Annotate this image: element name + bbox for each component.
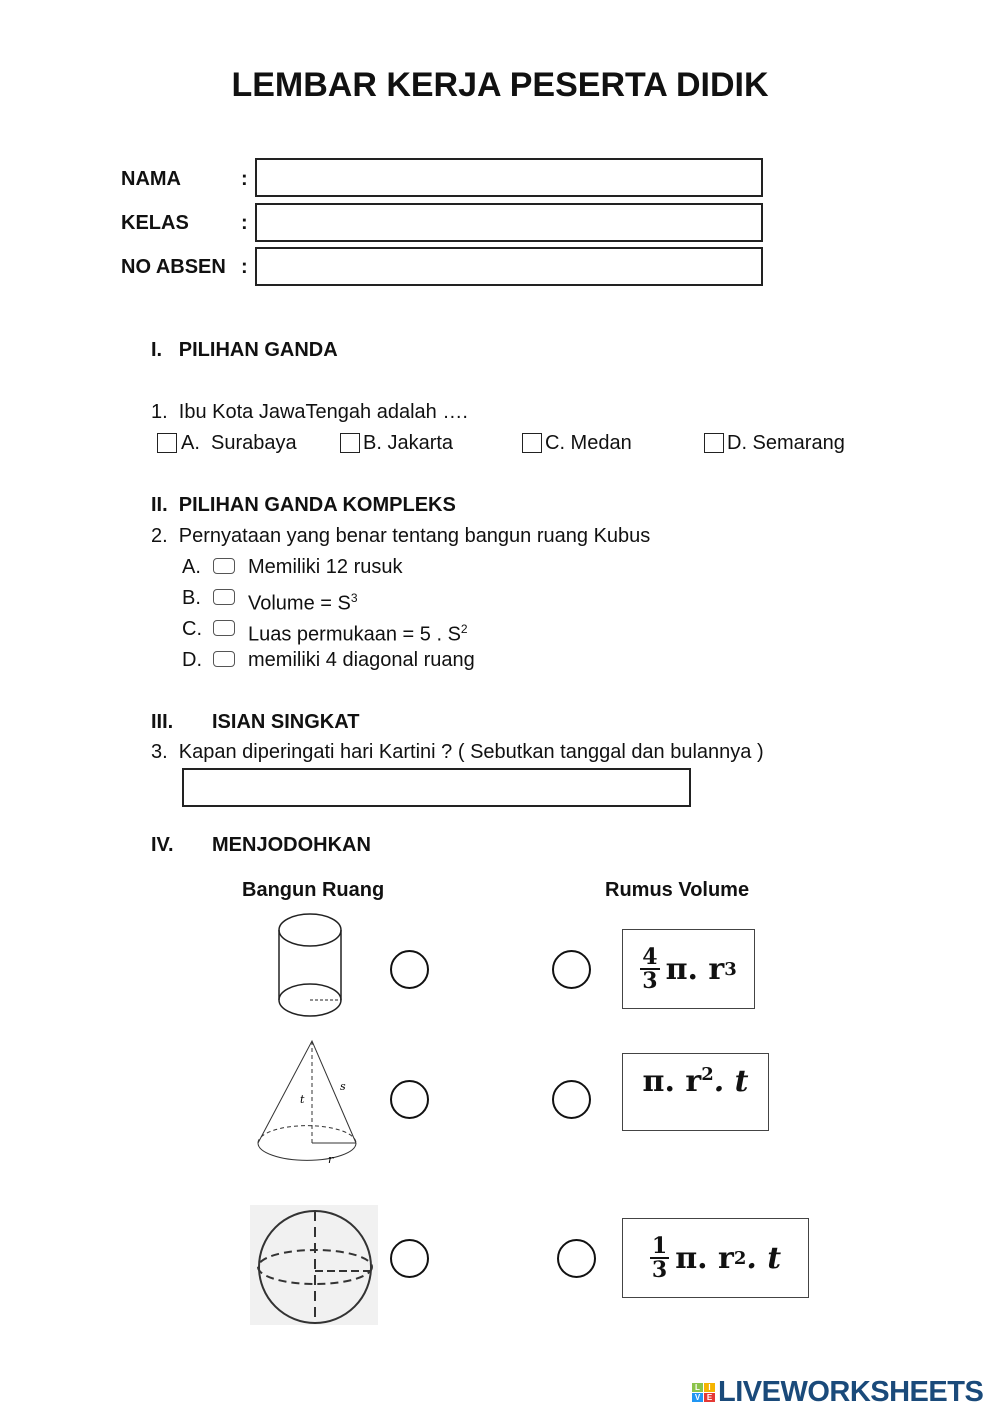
right-match-point-2[interactable] bbox=[552, 1080, 591, 1119]
formula-tail: . t bbox=[713, 1064, 749, 1099]
option-c-text bbox=[248, 617, 468, 647]
option-letter: B. bbox=[182, 587, 201, 609]
formula-body: π. r bbox=[675, 1240, 734, 1276]
right-match-point-3[interactable] bbox=[557, 1239, 596, 1278]
option-c-checkbox[interactable] bbox=[522, 433, 542, 453]
option-text: Luas permukaan = 5 . S bbox=[248, 623, 461, 646]
option-d-label: D. Semarang bbox=[727, 432, 845, 454]
formula-body: π. r bbox=[642, 1064, 702, 1099]
svg-text:t: t bbox=[300, 1093, 305, 1106]
option-d-checkbox[interactable] bbox=[704, 433, 724, 453]
option-b-label: B. Jakarta bbox=[363, 432, 454, 454]
fraction bbox=[650, 1235, 669, 1281]
superscript: 2 bbox=[460, 622, 468, 636]
logo-tile: L bbox=[692, 1383, 703, 1392]
option-text: Volume = S bbox=[248, 592, 351, 615]
sphere-image bbox=[250, 1205, 378, 1325]
nama-input[interactable] bbox=[255, 158, 763, 197]
option-d-text bbox=[248, 648, 475, 672]
option-b-checkbox[interactable] bbox=[340, 433, 360, 453]
section-1-heading: I. PILIHAN GANDA bbox=[151, 339, 338, 361]
superscript: 3 bbox=[350, 591, 358, 605]
option-letter: C. bbox=[182, 618, 202, 640]
formula-body: π. r bbox=[665, 951, 725, 987]
option-a-checkbox[interactable] bbox=[157, 433, 177, 453]
answer-3-input[interactable] bbox=[182, 768, 691, 807]
numerator: 4 bbox=[642, 944, 658, 970]
section-4-number: IV. bbox=[151, 834, 174, 856]
logo-tile: I bbox=[704, 1383, 715, 1392]
option-b-text bbox=[248, 586, 358, 616]
logo-tile: E bbox=[704, 1393, 715, 1402]
left-match-point-2[interactable] bbox=[390, 1080, 429, 1119]
column-rumus-volume: Rumus Volume bbox=[605, 879, 750, 901]
exponent: 2 bbox=[701, 1064, 714, 1085]
logo-text: LIVEWORKSHEETS bbox=[718, 1376, 984, 1408]
question-1: 1. Ibu Kota JawaTengah adalah …. bbox=[151, 401, 468, 423]
cylinder-image bbox=[270, 910, 350, 1025]
fraction bbox=[640, 946, 659, 992]
section-3-number: III. bbox=[151, 711, 174, 733]
svg-text:s: s bbox=[340, 1080, 346, 1093]
formula-sphere-volume bbox=[622, 929, 755, 1009]
option-text: Memiliki 12 rusuk bbox=[248, 556, 403, 578]
kelas-label: KELAS bbox=[121, 212, 189, 234]
page-title: LEMBAR KERJA PESERTA DIDIK bbox=[231, 66, 769, 104]
colon: : bbox=[241, 212, 248, 234]
formula-cone-volume bbox=[622, 1218, 809, 1298]
denominator: 3 bbox=[651, 1257, 668, 1283]
liveworksheets-logo bbox=[692, 1376, 983, 1409]
option-a-label: A. Surabaya bbox=[181, 432, 297, 454]
option-c-label: C. Medan bbox=[545, 432, 632, 454]
option-a-checkbox[interactable] bbox=[213, 558, 235, 574]
colon: : bbox=[241, 168, 248, 190]
formula-tail: . t bbox=[746, 1240, 782, 1276]
question-2: 2. Pernyataan yang benar tentang bangun ruang Kubus bbox=[151, 525, 651, 547]
logo-tiles-icon bbox=[692, 1383, 715, 1402]
option-d-checkbox[interactable] bbox=[213, 651, 235, 667]
no-absen-input[interactable] bbox=[255, 247, 763, 286]
cone-image bbox=[252, 1038, 357, 1173]
section-2-heading: II. PILIHAN GANDA KOMPLEKS bbox=[151, 494, 456, 516]
numerator: 1 bbox=[651, 1233, 668, 1259]
option-letter: A. bbox=[182, 556, 201, 578]
option-b-checkbox[interactable] bbox=[213, 589, 235, 605]
option-text: memiliki 4 diagonal ruang bbox=[248, 649, 475, 671]
logo-tile: V bbox=[692, 1393, 703, 1402]
section-3-heading: ISIAN SINGKAT bbox=[212, 711, 360, 733]
exponent: 2 bbox=[733, 1247, 747, 1269]
left-match-point-3[interactable] bbox=[390, 1239, 429, 1278]
exponent: 3 bbox=[724, 958, 737, 980]
kelas-input[interactable] bbox=[255, 203, 763, 242]
formula-cylinder-volume bbox=[622, 1053, 769, 1131]
no-absen-label: NO ABSEN bbox=[121, 256, 226, 278]
option-letter: D. bbox=[182, 649, 202, 671]
denominator: 3 bbox=[642, 968, 658, 994]
left-match-point-1[interactable] bbox=[390, 950, 429, 989]
nama-label: NAMA bbox=[121, 168, 181, 190]
question-3: 3. Kapan diperingati hari Kartini ? ( Sebutkan tanggal dan bulannya ) bbox=[151, 741, 764, 763]
column-bangun-ruang: Bangun Ruang bbox=[242, 879, 385, 901]
section-4-heading: MENJODOHKAN bbox=[212, 834, 371, 856]
option-a-text bbox=[248, 555, 402, 579]
svg-text:r: r bbox=[328, 1153, 334, 1166]
option-c-checkbox[interactable] bbox=[213, 620, 235, 636]
right-match-point-1[interactable] bbox=[552, 950, 591, 989]
colon: : bbox=[241, 256, 248, 278]
